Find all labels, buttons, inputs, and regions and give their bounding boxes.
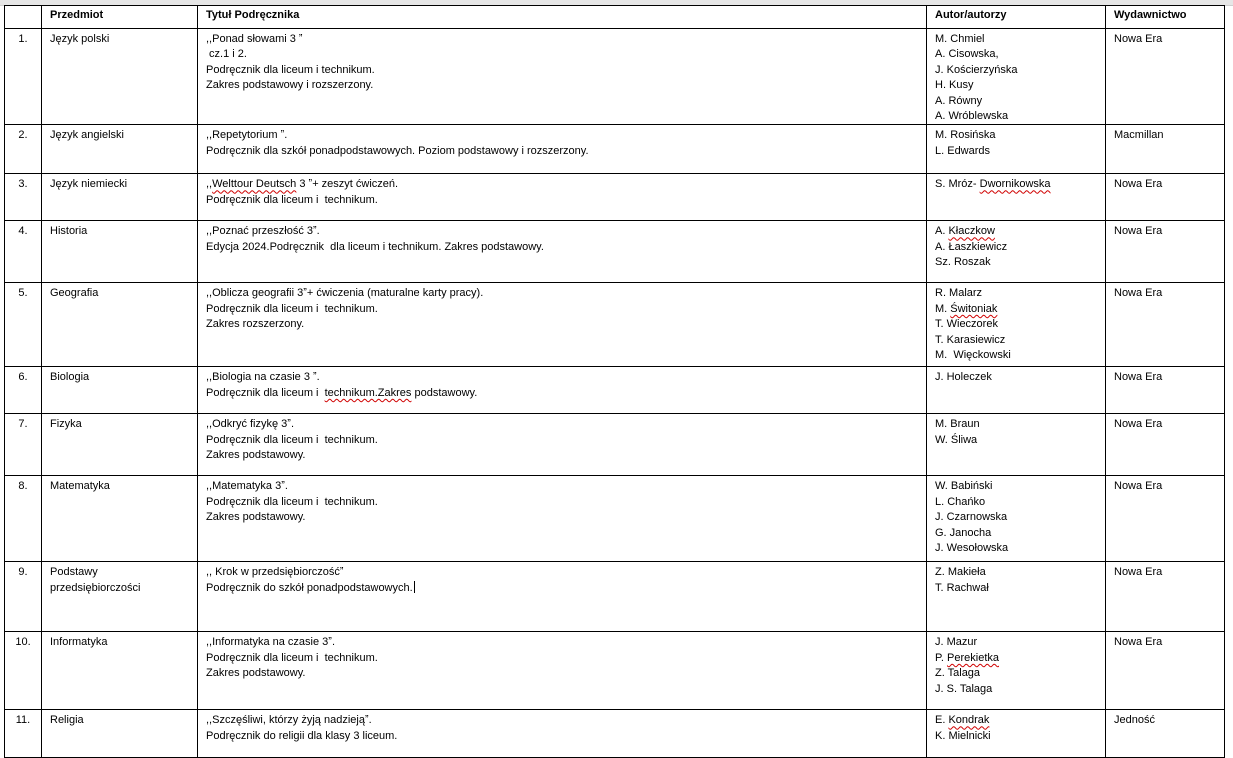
cell-title-line: Podręcznik dla szkół ponadpodstawowych. Poziom podstawowy i rozszerzony. <box>206 144 589 157</box>
cell-authors-line: K. Mielnicki <box>935 729 991 742</box>
cell-title-line: ,,Odkryć fizykę 3ˮ. <box>206 418 295 431</box>
cell-authors-line: M. Więckowski <box>935 349 1011 362</box>
cell-title-line: Podręcznik dla liceum i technikum. <box>206 63 375 76</box>
cell-title-line: ,,Informatyka na czasie 3ˮ. <box>206 636 335 649</box>
cell-number: 8. <box>5 476 42 562</box>
table-row <box>5 414 1225 476</box>
cell-title-line: Podręcznik dla liceum i technikum. <box>206 193 378 206</box>
cell-number: 9. <box>5 562 42 632</box>
cell-title <box>198 174 927 221</box>
cell-number: 4. <box>5 221 42 283</box>
header-subject: Przedmiot <box>42 6 198 29</box>
cell-title-line: cz.1 i 2. <box>206 48 247 61</box>
cell-subject <box>42 221 198 283</box>
cell-subject-line: Fizyka <box>50 418 82 431</box>
cell-title-line: ,,Biologia na czasie 3 ˮ. <box>206 371 320 384</box>
cell-title-line: Podręcznik do szkół ponadpodstawowych. <box>206 581 413 594</box>
cell-authors-line: M. Chmiel <box>935 33 985 45</box>
table-row <box>5 710 1225 758</box>
cell-publisher: Nowa Era <box>1106 632 1225 710</box>
table-row <box>5 283 1225 367</box>
header-number <box>5 6 42 29</box>
header-title: Tytuł Podręcznika <box>198 6 927 29</box>
cell-number: 10. <box>5 632 42 710</box>
cell-title-line: Podręcznik dla liceum i technikum. <box>206 302 378 315</box>
text-cursor <box>414 581 415 593</box>
cell-publisher: Nowa Era <box>1106 283 1225 367</box>
cell-subject-line: Język niemiecki <box>50 178 128 191</box>
cell-authors <box>927 414 1106 476</box>
cell-number: 2. <box>5 125 42 174</box>
cell-authors-line: R. Malarz <box>935 287 983 300</box>
cell-authors-line: J. Czarnowska <box>935 511 1008 524</box>
cell-authors <box>927 562 1106 632</box>
spellcheck-underline: Świtoniak <box>950 302 998 315</box>
table-row <box>5 174 1225 221</box>
cell-title-line: Edycja 2024.Podręcznik dla liceum i technikum. Zakres podstawowy. <box>206 240 544 253</box>
cell-authors <box>927 710 1106 758</box>
cell-title-line: ,,Welttour Deutsch 3 ˮ+ zeszyt ćwiczeń. <box>206 178 399 191</box>
cell-publisher: Nowa Era <box>1106 367 1225 414</box>
cell-title-line: Zakres podstawowy. <box>206 511 306 524</box>
table-row <box>5 125 1225 174</box>
textbook-table <box>4 5 1225 758</box>
cell-authors-line: J. Wesołowska <box>935 542 1009 555</box>
cell-authors-line: G. Janocha <box>935 526 992 539</box>
cell-authors-line: A. Kłaczkow <box>935 225 995 238</box>
cell-authors-line: T. Wieczorek <box>935 318 998 331</box>
cell-title <box>198 29 927 125</box>
cell-authors-line: A. Równy <box>935 94 983 107</box>
cell-title-line: ,,Szczęśliwi, którzy żyją nadziejąˮ. <box>206 714 372 727</box>
cell-publisher: Nowa Era <box>1106 174 1225 221</box>
cell-subject-line: Informatyka <box>50 636 108 649</box>
header-publisher: Wydawnictwo <box>1106 6 1225 29</box>
spellcheck-underline: Kłaczkow <box>948 225 995 238</box>
cell-publisher: Macmillan <box>1106 125 1225 174</box>
cell-number: 5. <box>5 283 42 367</box>
cell-publisher: Jedność <box>1106 710 1225 758</box>
cell-authors-line: M. Rosińska <box>935 129 996 142</box>
cell-authors <box>927 476 1106 562</box>
cell-authors-line: S. Mróz- Dwornikowska <box>935 178 1051 191</box>
cell-authors-line: J. Kościerzyńska <box>935 63 1018 76</box>
cell-authors <box>927 367 1106 414</box>
cell-title-line: Podręcznik do religii dla klasy 3 liceum. <box>206 729 398 742</box>
table-row <box>5 221 1225 283</box>
cell-subject-line: Biologia <box>50 371 90 384</box>
cell-title-line: Podręcznik dla liceum i technikum.Zakres podstawowy. <box>206 386 478 399</box>
cell-authors-line: M. Braun <box>935 418 980 431</box>
cell-number: 6. <box>5 367 42 414</box>
cell-title-line: Zakres podstawowy. <box>206 449 306 462</box>
spellcheck-underline: technikum.Zakres <box>324 386 412 399</box>
cell-authors-line: W. Babiński <box>935 480 993 493</box>
table-body <box>5 29 1225 758</box>
cell-subject-line: przedsiębiorczości <box>50 581 141 594</box>
cell-title-line: Zakres rozszerzony. <box>206 318 305 331</box>
cell-title-line: ,,Matematyka 3ˮ. <box>206 480 288 493</box>
spellcheck-underline: Perekietka <box>947 651 1000 664</box>
table-row <box>5 632 1225 710</box>
cell-subject-line: Język polski <box>50 33 110 45</box>
cell-subject <box>42 476 198 562</box>
cell-publisher: Nowa Era <box>1106 29 1225 125</box>
cell-authors <box>927 283 1106 367</box>
cell-authors-line: Sz. Roszak <box>935 256 991 269</box>
cell-number: 3. <box>5 174 42 221</box>
cell-authors-line: M. Świtoniak <box>935 302 998 315</box>
cell-subject <box>42 414 198 476</box>
cell-authors-line: L. Chańko <box>935 495 986 508</box>
cell-title-line: ,,Repetytorium ˮ. <box>206 129 288 142</box>
cell-title-line: Zakres podstawowy i rozszerzony. <box>206 79 374 92</box>
cell-title <box>198 710 927 758</box>
table-row <box>5 562 1225 632</box>
cell-subject <box>42 632 198 710</box>
cell-number: 11. <box>5 710 42 758</box>
spellcheck-underline: Kondrak <box>948 714 990 727</box>
spellcheck-underline: Dwornikowska <box>979 178 1051 191</box>
cell-publisher: Nowa Era <box>1106 562 1225 632</box>
cell-authors-line: E. Kondrak <box>935 714 990 727</box>
cell-authors-line: Z. Makieła <box>935 566 986 579</box>
cell-authors <box>927 632 1106 710</box>
cell-title-line: Podręcznik dla liceum i technikum. <box>206 651 378 664</box>
cell-authors-line: L. Edwards <box>935 144 991 157</box>
cell-subject-line: Matematyka <box>50 480 110 493</box>
cell-number: 1. <box>5 29 42 125</box>
cell-subject <box>42 710 198 758</box>
cell-authors-line: W. Śliwa <box>935 433 978 446</box>
cell-subject-line: Podstawy <box>50 566 98 579</box>
cell-subject <box>42 125 198 174</box>
cell-subject <box>42 562 198 632</box>
cell-title <box>198 367 927 414</box>
cell-authors-line: A. Wróblewska <box>935 110 1009 123</box>
cell-title <box>198 221 927 283</box>
cell-authors-line: T. Karasiewicz <box>935 333 1006 346</box>
cell-authors-line: J. Mazur <box>935 636 978 649</box>
cell-title <box>198 562 927 632</box>
cell-subject-line: Geografia <box>50 287 99 300</box>
cell-authors <box>927 221 1106 283</box>
cell-title-line: ,, Krok w przedsiębiorczośćˮ <box>206 566 344 579</box>
cell-authors-line: J. S. Talaga <box>935 682 993 695</box>
cell-authors <box>927 174 1106 221</box>
cell-publisher: Nowa Era <box>1106 476 1225 562</box>
cell-authors <box>927 125 1106 174</box>
cell-title-line: ,,Ponad słowami 3 ˮ <box>206 33 303 45</box>
cell-subject <box>42 367 198 414</box>
cell-publisher: Nowa Era <box>1106 221 1225 283</box>
cell-authors-line: P. Perekietka <box>935 651 1000 664</box>
cell-title-line: ,,Oblicza geografii 3ˮ+ ćwiczenia (maturalne karty pracy). <box>206 287 484 300</box>
cell-authors-line: Z. Talaga <box>935 667 981 680</box>
cell-authors-line: H. Kusy <box>935 79 974 92</box>
cell-title <box>198 476 927 562</box>
cell-publisher: Nowa Era <box>1106 414 1225 476</box>
cell-authors-line: A. Łaszkiewicz <box>935 240 1008 253</box>
cell-subject-line: Język angielski <box>50 129 124 142</box>
cell-title <box>198 125 927 174</box>
cell-title-line: Podręcznik dla liceum i technikum. <box>206 433 378 446</box>
cell-number: 7. <box>5 414 42 476</box>
cell-authors <box>927 29 1106 125</box>
cell-title <box>198 283 927 367</box>
table-row <box>5 29 1225 125</box>
cell-authors-line: J. Holeczek <box>935 371 992 384</box>
cell-title-line: Podręcznik dla liceum i technikum. <box>206 495 378 508</box>
spellcheck-underline: Welttour Deutsch <box>212 178 297 191</box>
cell-title-line: ,,Poznać przeszłość 3ˮ. <box>206 225 320 238</box>
cell-title <box>198 632 927 710</box>
cell-subject-line: Religia <box>50 714 84 727</box>
table-row <box>5 476 1225 562</box>
header-authors: Autor/autorzy <box>927 6 1106 29</box>
cell-authors-line: A. Cisowska, <box>935 48 999 61</box>
cell-title-line: Zakres podstawowy. <box>206 667 306 680</box>
cell-title <box>198 414 927 476</box>
cell-subject <box>42 174 198 221</box>
cell-subject <box>42 29 198 125</box>
table-header-row <box>5 6 1225 29</box>
cell-authors-line: T. Rachwał <box>935 581 989 594</box>
table-row <box>5 367 1225 414</box>
cell-subject <box>42 283 198 367</box>
cell-subject-line: Historia <box>50 225 88 238</box>
